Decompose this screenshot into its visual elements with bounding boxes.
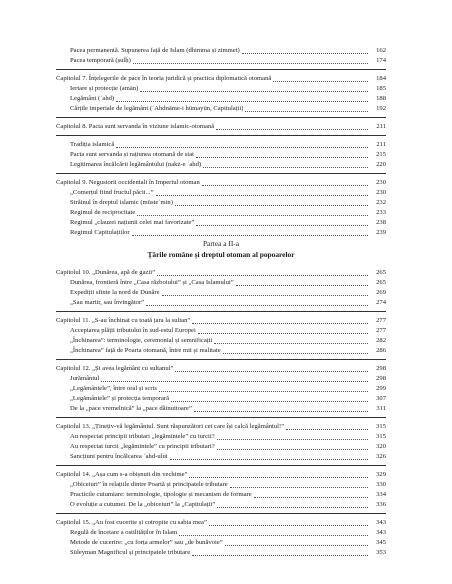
page-number: 298 [376, 365, 386, 372]
entry-title: Capitolul 13. „Ținețiv-vă legământul. Sunt răspunzători cei care își calcă legământul!” [56, 423, 285, 430]
toc-chapter[interactable] [56, 178, 386, 188]
dot-leader [101, 381, 368, 382]
entry-title: Legitimarea încălcării legământului (nakż-e ʿahd) [70, 161, 202, 168]
page-number: 211 [376, 123, 386, 130]
dot-leader [156, 195, 369, 196]
toc-subentry[interactable] [56, 198, 386, 208]
entry-title: „Legământele”, între oral și scris [70, 385, 157, 392]
page-number: 188 [376, 95, 386, 102]
entry-title: „Legământele” și protecția temporară [70, 395, 170, 402]
toc-chapter[interactable] [56, 316, 386, 326]
page-number: 220 [376, 161, 386, 168]
toc-subentry[interactable] [56, 404, 386, 414]
dot-leader [189, 477, 368, 478]
dot-leader [217, 439, 368, 440]
section-divider [56, 359, 386, 360]
page-number: 174 [376, 57, 386, 64]
page-number: 230 [376, 179, 386, 186]
part-subtitle: Țările române și dreptul otoman al popoarelor [147, 250, 295, 259]
entry-title: Legământ (ʿahd) [70, 95, 115, 102]
entry-title: Capitolul 10. „Dunărea, apă de gazii” [56, 269, 156, 276]
section-divider [56, 117, 386, 118]
toc-subentry[interactable] [56, 548, 386, 558]
toc-subentry[interactable] [56, 150, 386, 160]
toc-subentry[interactable] [56, 480, 386, 490]
page-number: 330 [376, 481, 386, 488]
entry-title: Tradiția islamică [70, 141, 115, 148]
page-number: 230 [376, 189, 386, 196]
page-number: 274 [376, 299, 386, 306]
page-number: 265 [376, 269, 386, 276]
dot-leader [192, 323, 368, 324]
page-number: 298 [376, 375, 386, 382]
page-number: 326 [376, 453, 386, 460]
entry-title: „Comerțul fiind fructul păcii...” [70, 189, 154, 196]
toc-chapter[interactable] [56, 364, 386, 374]
dot-leader [198, 333, 368, 334]
page-number: 315 [376, 433, 386, 440]
entry-title: „Închinarea”: terminologie, ceremonial și semnificații [70, 337, 213, 344]
page-number: 269 [376, 289, 386, 296]
toc-subentry[interactable] [56, 452, 386, 462]
section-divider [56, 417, 386, 418]
dot-leader [230, 487, 368, 488]
section-divider [56, 135, 386, 136]
page-number: 277 [376, 327, 386, 334]
toc-subentry[interactable] [56, 374, 386, 384]
page-number: 307 [376, 395, 386, 402]
page-number: 215 [376, 151, 386, 158]
section-divider [56, 465, 386, 466]
dot-leader [273, 81, 368, 82]
part-title: Partea a II-a [202, 239, 240, 248]
toc-subentry[interactable] [56, 288, 386, 298]
toc-subentry[interactable] [56, 84, 386, 94]
entry-title: Metode de cucerire: „cu forța armelor” sau „de bunăvoie” [70, 539, 223, 546]
section-divider [56, 513, 386, 514]
page-number: 277 [376, 317, 386, 324]
dot-leader [217, 507, 368, 508]
dot-leader [242, 53, 368, 54]
toc-subentry[interactable] [56, 188, 386, 198]
page-number: 286 [376, 347, 386, 354]
page-number: 185 [376, 85, 386, 92]
entry-title: Pacea permanentă. Supunerea față de Islam (dhimma și zimmet) [70, 47, 240, 54]
dot-leader [216, 129, 368, 130]
toc-subentry[interactable] [56, 336, 386, 346]
toc-subentry[interactable] [56, 94, 386, 104]
dot-leader [254, 497, 368, 498]
toc-chapter[interactable] [56, 74, 386, 84]
entry-title: Capitolul 15. „Au fost cucerite și cotropite cu sabia mea” [56, 519, 207, 526]
toc-subentry[interactable] [56, 160, 386, 170]
entry-title: Regimul de reciprocitate [70, 209, 136, 216]
dot-leader [116, 101, 368, 102]
page-number: 343 [376, 529, 386, 536]
dot-leader [132, 235, 368, 236]
page-number: 233 [376, 209, 386, 216]
toc-chapter[interactable] [56, 122, 386, 132]
dot-leader [175, 371, 368, 372]
toc-subentry[interactable] [56, 278, 386, 288]
entry-title: Jurământul [70, 375, 100, 382]
dot-leader [133, 63, 368, 64]
page-number: 311 [376, 405, 386, 412]
page-number: 232 [376, 199, 386, 206]
entry-title: O evoluție a cutumei. De la „obiceiuri” la „Capitulații” [70, 501, 216, 508]
page-number: 315 [376, 423, 386, 430]
dot-leader [223, 353, 368, 354]
section-divider [56, 69, 386, 70]
toc-subentry[interactable] [56, 500, 386, 510]
toc-subentry[interactable] [56, 228, 386, 238]
page-number: 265 [376, 279, 386, 286]
entry-title: Capitolul 11. „S-au închinat cu toată țara la sultan” [56, 317, 191, 324]
page-number: 239 [376, 229, 386, 236]
dot-leader [179, 535, 368, 536]
entry-title: „Sau martir, sau învingător” [70, 299, 145, 306]
entry-title: Capitolul 14. „Așa cum s-a obișnuit din vechime” [56, 471, 188, 478]
entry-title: Cărțile imperiale de legământ (ʿAhdnāme-i hümayūn, Capitulații) [70, 105, 244, 112]
toc-subentry[interactable] [56, 538, 386, 548]
dot-leader [146, 305, 368, 306]
page-number: 192 [376, 105, 386, 112]
page-number: 345 [376, 539, 386, 546]
page-number: 329 [376, 471, 386, 478]
entry-title: Pacea temporară (ṣulḥ) [70, 57, 131, 64]
page-number: 299 [376, 385, 386, 392]
toc-subentry[interactable] [56, 528, 386, 538]
dot-leader [203, 167, 368, 168]
entry-title: Au respectat turcii „legămintele” cu principii tributari? [70, 443, 215, 450]
toc-subentry[interactable] [56, 298, 386, 308]
page-number: 343 [376, 519, 386, 526]
dot-leader [192, 555, 368, 556]
toc-subentry[interactable] [56, 394, 386, 404]
entry-title: Străinul în dreptul islamic (müsteʾmin) [70, 199, 173, 206]
page-number: 336 [376, 501, 386, 508]
dot-leader [217, 449, 368, 450]
toc-chapter[interactable] [56, 470, 386, 480]
page-number: 353 [376, 549, 386, 556]
entry-title: Regulă de încetare a ostilităților în Islam [70, 529, 178, 536]
toc-subentry[interactable] [56, 140, 386, 150]
page-number: 184 [376, 75, 386, 82]
toc-subentry[interactable] [56, 442, 386, 452]
page-number: 211 [376, 141, 386, 148]
toc-subentry[interactable] [56, 218, 386, 228]
dot-leader [286, 429, 368, 430]
page-number: 162 [376, 47, 386, 54]
toc-subentry[interactable] [56, 104, 386, 114]
dot-leader [137, 215, 368, 216]
entry-title: „Obiceiuri” în relațiile dintre Poartă și principatele tributare [70, 481, 228, 488]
toc-chapter[interactable] [56, 518, 386, 528]
toc-subentry[interactable] [56, 384, 386, 394]
entry-title: Capitolul 12. „Și avea legământ cu sultanul” [56, 365, 174, 372]
dot-leader [196, 225, 368, 226]
dot-leader [140, 91, 368, 92]
dot-leader [175, 205, 368, 206]
dot-leader [209, 525, 368, 526]
toc-subentry[interactable] [56, 326, 386, 336]
entry-title: Süleyman Magnificul și principatele tributare [70, 549, 191, 556]
entry-title: Expediții sfinte la nord de Dunăre [70, 289, 160, 296]
page-number: 334 [376, 491, 386, 498]
dot-leader [245, 111, 368, 112]
entry-title: Capitolul 7. Înțelegerile de pace în teoria juridică și practica diplomatică otomană [56, 75, 272, 82]
page-number: 238 [376, 219, 386, 226]
dot-leader [214, 343, 368, 344]
toc-chapter[interactable] [56, 268, 386, 278]
section-divider [56, 173, 386, 174]
dot-leader [202, 185, 368, 186]
toc-chapter[interactable] [56, 422, 386, 432]
entry-title: Pacta sunt servanda și rațiunea otomană de stat [70, 151, 194, 158]
entry-title: „Închinarea” față de Poarta otomană, între mit și realitate [70, 347, 221, 354]
dot-leader [196, 157, 368, 158]
page-number: 320 [376, 443, 386, 450]
entry-title: Iertare și protecție (amān) [70, 85, 139, 92]
toc-subentry[interactable] [56, 490, 386, 500]
dot-leader [162, 295, 368, 296]
entry-title: Capitolul 9. Negustorii occidentali în Imperiul otoman [56, 179, 200, 186]
dot-leader [170, 459, 368, 460]
dot-leader [159, 391, 368, 392]
entry-title: Practicile cutumiare: terminologie, tipologie și mecanism de formare [70, 491, 252, 498]
dot-leader [194, 411, 368, 412]
toc-subentry[interactable] [56, 46, 386, 56]
toc-subentry[interactable] [56, 56, 386, 66]
section-divider [56, 311, 386, 312]
dot-leader [225, 545, 368, 546]
dot-leader [236, 285, 368, 286]
entry-title: De la „pace vremelnică” la „pace dăinuitoare” [70, 405, 192, 412]
entry-title: Capitolul 8. Pacta sunt servanda în viziune islamic-otomană [56, 123, 215, 130]
dot-leader [171, 401, 368, 402]
entry-title: Au respectat principii tributari „legămintele” cu turcii? [70, 433, 215, 440]
entry-title: Regimul „clauzei națiunii celei mai favorizate” [70, 219, 195, 226]
toc-subentry[interactable] [56, 346, 386, 356]
dot-leader [157, 275, 368, 276]
dot-leader [116, 147, 368, 148]
page-number: 282 [376, 337, 386, 344]
entry-title: Regimul Capitulațiilor [70, 229, 130, 236]
entry-title: Sancțiuni pentru încălcarea ʿahd-ului [70, 453, 168, 460]
entry-title: Dunărea, frontieră între „Casa războiului” și „Casa Islamului” [70, 279, 234, 286]
toc-subentry[interactable] [56, 432, 386, 442]
toc-subentry[interactable] [56, 208, 386, 218]
entry-title: Acceptarea plății tributului în sud-estul Europei [70, 327, 196, 334]
